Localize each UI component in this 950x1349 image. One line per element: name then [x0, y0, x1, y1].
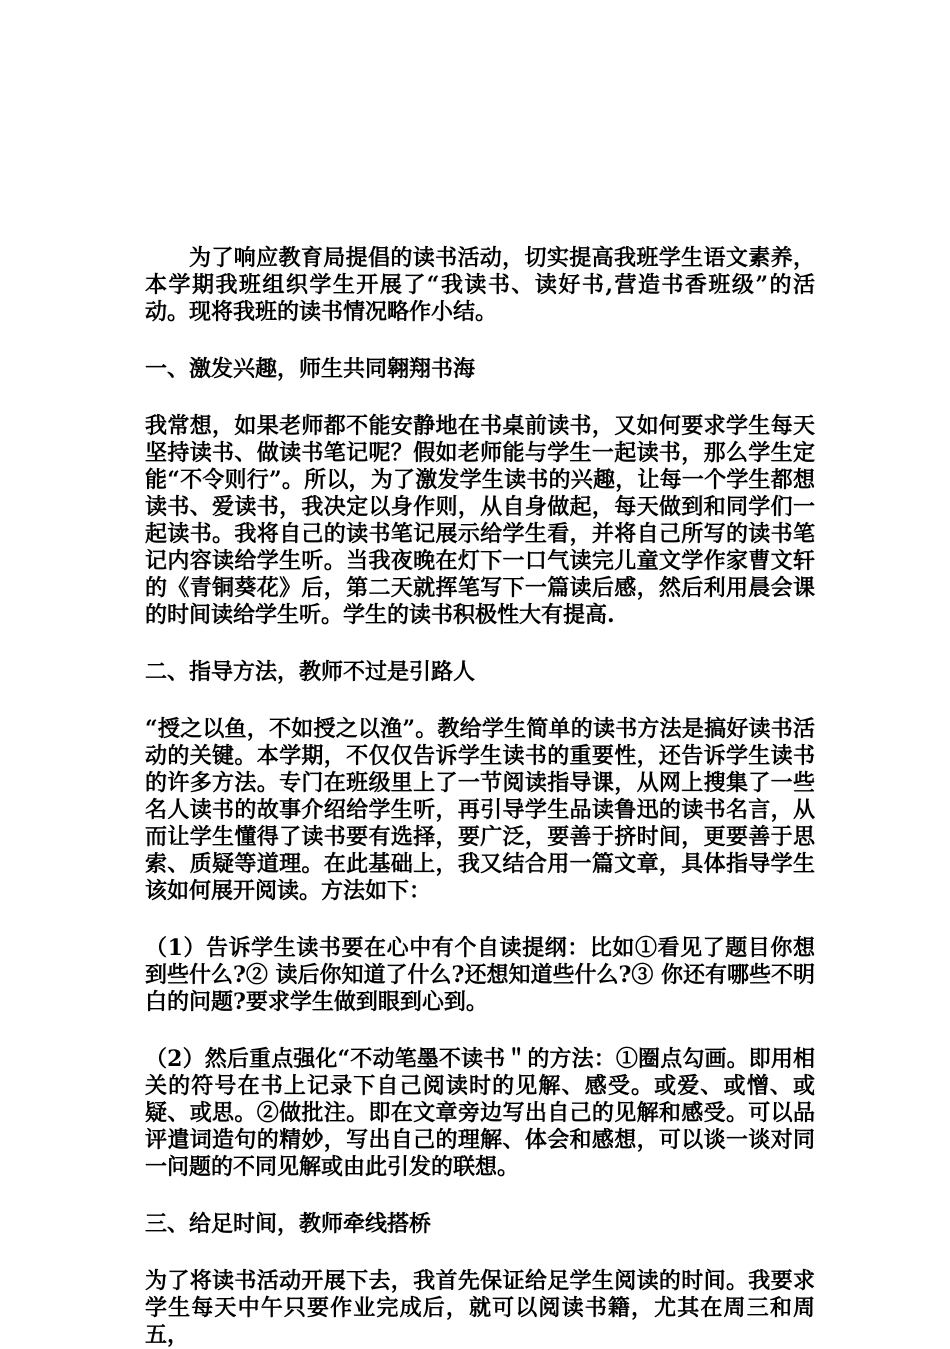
section-heading-2: 二、指导方法，教师不过是引路人: [145, 659, 476, 685]
section-1-paragraph: 我常想，如果老师都不能安静地在书桌前读书，又如何要求学生每天坚持读书、做读书笔记呢？假如老师能与学生一起读书，那么学生定能“不令则行”。所以，为了激发学生读书的兴趣，让每一个学生都想读书、爱读书，我决定以身作则，从自身做起，每天做到和同学们一起读书。我将自己的读书笔记展示给学生看，并将自己所写的读书笔记内容读给学生听。当我夜晚在灯下一口气读完儿童文学作家曹文轩的《青铜葵花》后，第二天就挥笔写下一篇读后感，然后利用晨会课的时间读给学生听。学生的读书积极性大有提高.: [145, 413, 815, 628]
section-heading-3: 三、给足时间，教师牵线搭桥: [145, 1211, 432, 1237]
section-2-paragraph: “授之以鱼，不如授之以渔”。教给学生简单的读书方法是搞好读书活动的关键。本学期，不仅仅告诉学生读书的重要性，还告诉学生读书的许多方法。专门在班级里上了一节阅读指导课，从网上搜集了一些名人读书的故事介绍给学生听，再引导学生品读鲁迅的读书名言，从而让学生懂得了读书要有选择，要广泛，要善于挤时间，更要善于思索、质疑等道理。在此基础上，我又结合用一篇文章，具体指导学生该如何展开阅读。方法如下：: [145, 716, 815, 904]
intro-paragraph: 为了响应教育局提倡的读书活动，切实提高我班学生语文素养，本学期我班组织学生开展了“我读书、读好书,营造书香班级”的活动。现将我班的读书情况略作小结。: [145, 245, 815, 325]
section-heading-1: 一、激发兴趣，师生共同翱翔书海: [145, 356, 476, 382]
section-3-paragraph: 为了将读书活动开展下去，我首先保证给足学生阅读的时间。我要求学生每天中午只要作业完成后，就可以阅读书籍，尤其在周三和周五，: [145, 1268, 815, 1348]
method-1-paragraph: （1）告诉学生读书要在心中有个自读提纲：比如①看见了题目你想到些什么?② 读后你知道了什么?还想知道些什么?③ 你还有哪些不明白的问题?要求学生做到眼到心到。: [145, 935, 815, 1015]
document-page: [145, 245, 815, 1349]
method-2-paragraph: （2）然后重点强化“不动笔墨不读书＂的方法：①圈点勾画。即用相关的符号在书上记录下自己阅读时的见解、感受。或爱、或憎、或疑、或思。②做批注。即在文章旁边写出自己的见解和感受。可以品评遣词造句的精妙，写出自己的理解、体会和感想，可以谈一谈对同一问题的不同见解或由此引发的联想。: [145, 1046, 815, 1180]
